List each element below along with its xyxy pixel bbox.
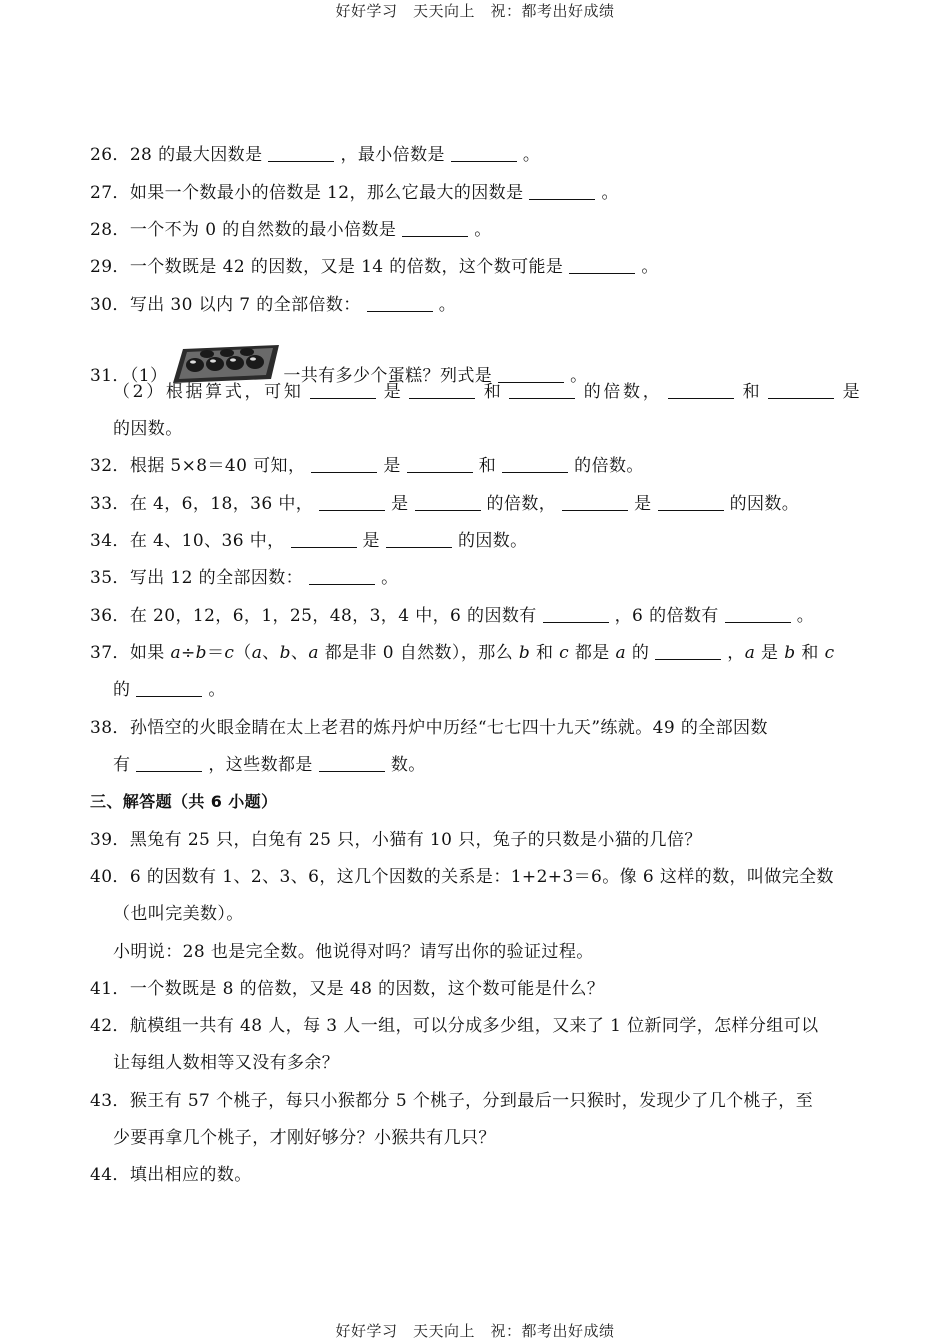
question-43: 43．猴王有 57 个桃子，每只小猴都分 5 个桃子，分到最后一只猴时，发现少了几个桃子，至 [90, 1091, 814, 1111]
question-37: 37．如果 a÷b＝c（a、b、a 都是非 0 自然数），那么 b 和 c 都是 a 的 ，a 是 b 和 c [90, 643, 835, 663]
question-41: 41．一个数既是 8 的倍数，又是 48 的因数，这个数可能是什么？ [90, 979, 605, 999]
question-36: 36．在 20，12，6，1，25，48，3，4 中，6 的因数有 ，6 的倍数有 。 [90, 606, 815, 626]
question-34: 34．在 4、10、36 中， 是 的因数。 [90, 531, 528, 551]
answer-blank[interactable] [386, 531, 452, 548]
question-31: 31．（1） 一共有多少个蛋糕？列式是 。 [90, 343, 865, 383]
question-42: 42．航模组一共有 48 人，每 3 人一组，可以分成多少组，又来了 1 位新同学，怎样分组可以 [90, 1016, 819, 1036]
question-29: 29．一个数既是 42 的因数，又是 14 的倍数，这个数可能是 。 [90, 257, 659, 277]
question-38-cont: 有 ，这些数都是 数。 [113, 755, 426, 775]
question-31-part-2: （2）根据算式，可知 是 和 的倍数， 和 是 [113, 382, 860, 402]
question-28: 28．一个不为 0 的自然数的最小倍数是 。 [90, 220, 492, 240]
answer-blank[interactable] [291, 531, 357, 548]
answer-blank[interactable] [509, 382, 575, 399]
answer-blank[interactable] [415, 494, 481, 511]
question-35: 35．写出 12 的全部因数： 。 [90, 568, 399, 588]
answer-blank[interactable] [502, 456, 568, 473]
answer-blank[interactable] [402, 220, 468, 237]
answer-blank[interactable] [451, 145, 517, 162]
answer-blank[interactable] [136, 755, 202, 772]
question-39: 39．黑兔有 25 只，白兔有 25 只，小猫有 10 只，兔子的只数是小猫的几倍？ [90, 830, 702, 850]
answer-blank[interactable] [367, 295, 433, 312]
answer-blank[interactable] [310, 382, 376, 399]
answer-blank[interactable] [658, 494, 724, 511]
question-27: 27．如果一个数最小的倍数是 12，那么它最大的因数是 。 [90, 183, 619, 203]
answer-blank[interactable] [319, 755, 385, 772]
page-header: 好好学习 天天向上 祝：都考出好成绩 [335, 2, 615, 20]
answer-blank[interactable] [529, 183, 595, 200]
answer-blank[interactable] [136, 680, 202, 697]
question-40-cont: （也叫完美数）。 [113, 904, 244, 924]
answer-blank[interactable] [407, 456, 473, 473]
answer-blank[interactable] [543, 606, 609, 623]
question-44: 44．填出相应的数。 [90, 1165, 252, 1185]
answer-blank[interactable] [562, 494, 628, 511]
answer-blank[interactable] [725, 606, 791, 623]
answer-blank[interactable] [569, 257, 635, 274]
answer-blank[interactable] [668, 382, 734, 399]
question-38: 38．孙悟空的火眼金睛在太上老君的炼丹炉中历经“七七四十九天”练就。49 的全部因数 [90, 718, 768, 738]
question-26: 26．28 的最大因数是 ，最小倍数是 。 [90, 145, 541, 165]
question-42-cont: 让每组人数相等又没有多余？ [113, 1053, 340, 1073]
question-32: 32．根据 5×8＝40 可知， 是 和 的倍数。 [90, 456, 644, 476]
section-title: 三、解答题（共 6 小题） [90, 792, 278, 811]
question-40-prompt: 小明说：28 也是完全数。他说得对吗？请写出你的验证过程。 [113, 942, 594, 962]
question-37-cont: 的 。 [113, 680, 226, 700]
answer-blank[interactable] [319, 494, 385, 511]
page-footer: 好好学习 天天向上 祝：都考出好成绩 [335, 1322, 615, 1340]
question-40: 40．6 的因数有 1、2、3、6，这几个因数的关系是：1+2+3＝6。像 6 这样的数，叫做完全数 [90, 867, 834, 887]
question-31-part-2-cont: 的因数。 [113, 419, 183, 439]
answer-blank[interactable] [268, 145, 334, 162]
question-33: 33．在 4，6，18，36 中， 是 的倍数， 是 的因数。 [90, 494, 800, 514]
answer-blank[interactable] [409, 382, 475, 399]
answer-blank[interactable] [311, 456, 377, 473]
answer-blank[interactable] [768, 382, 834, 399]
question-43-cont: 少要再拿几个桃子，才刚好够分？小猴共有几只？ [113, 1128, 496, 1148]
question-30: 30．写出 30 以内 7 的全部倍数： 。 [90, 295, 457, 315]
answer-blank[interactable] [309, 568, 375, 585]
answer-blank[interactable] [655, 643, 721, 660]
